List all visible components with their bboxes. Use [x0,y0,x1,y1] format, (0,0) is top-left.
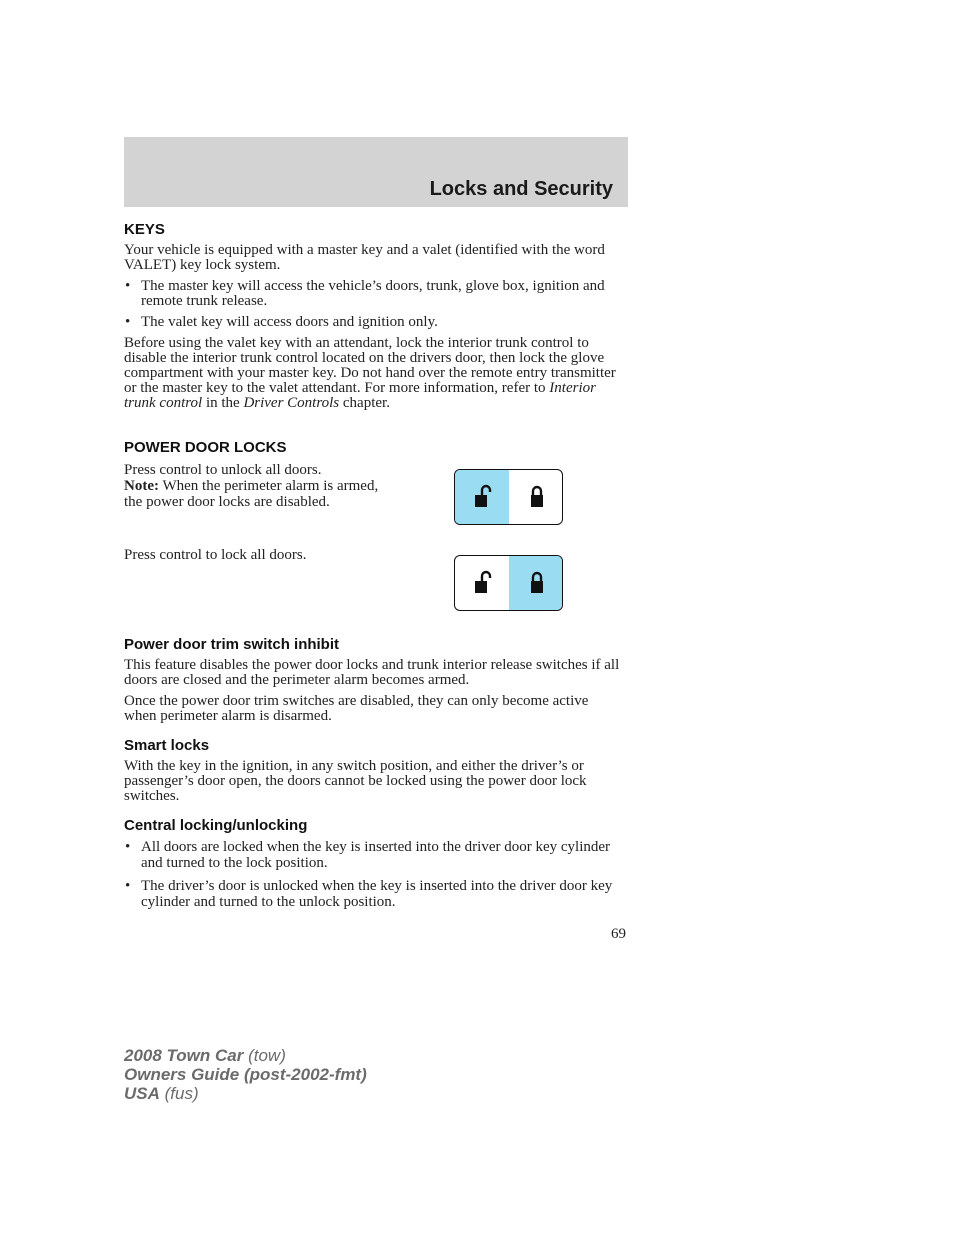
central-locking-section [124,817,624,834]
footer-line-1 [124,1046,367,1065]
lock-text: Press control to lock all doors. [124,547,307,563]
chapter-header-bar [124,137,628,207]
list-item: • The driver’s door is unlocked when the key is inserted into the driver door key cylinder and turned to the unlock position. [124,878,624,910]
unlock-note [124,478,379,510]
keys-para-text-a: Before using the valet key with an attendant, lock the interior trunk control to disable the interior trunk control located on the drivers door, then lock the glove compartment with your master key. Do not hand over the remote entry transmitter or the master key to the valet attendant. For more information, refer to [124,335,616,396]
unlock-switch-illustration [454,469,563,525]
list-item: • The valet key will access doors and ignition only. [124,315,624,330]
keys-intro: Your vehicle is equipped with a master key and a valet (identified with the word VALET) key lock system. [124,242,605,273]
list-item: • All doors are locked when the key is inserted into the driver door key cylinder and turned to the lock position. [124,839,624,871]
central-locking-heading: Central locking/unlocking [124,817,308,834]
keys-bullets-block [124,279,624,309]
smart-locks-p1-block [124,759,624,804]
keys-para-text-end: chapter. [339,395,390,411]
page-number: 69 [611,926,626,942]
footer-line-2 [124,1065,367,1084]
unlock-instructions [124,462,379,510]
footer-model-code: (tow) [243,1046,286,1065]
footer-guide: Owners Guide (post-2002-fmt) [124,1065,367,1084]
lock-instructions [124,548,414,563]
trim-inhibit-section [124,636,624,653]
power-door-locks-heading: POWER DOOR LOCKS [124,439,287,456]
footer-region: USA [124,1084,160,1103]
unlock-text: Press control to unlock all doors. [124,462,322,478]
keys-valet-paragraph [124,336,624,411]
trim-inhibit-p2: Once the power door trim switches are disabled, they can only become active when perimeter alarm is disarmed. [124,693,589,724]
trim-inhibit-heading: Power door trim switch inhibit [124,636,340,653]
central-bullet-2-block [124,878,624,910]
unlock-side [455,556,509,610]
lock-side-highlight [509,556,563,610]
smart-locks-section [124,737,624,754]
smart-locks-heading: Smart locks [124,737,210,754]
smart-locks-p1: With the key in the ignition, in any switch position, and either the driver’s or passenger’s door open, the doors cannot be locked using the power door lock switches. [124,758,587,804]
list-item: • The master key will access the vehicle’s doors, trunk, glove box, ignition and remote trunk release. [124,279,624,309]
chapter-title: Locks and Security [429,178,613,200]
keys-valet-paragraph-block [124,336,624,411]
footer-region-code: (fus) [159,1084,199,1103]
lock-icon [509,484,563,510]
power-door-locks-section [124,439,624,456]
lock-switch-illustration [454,555,563,611]
footer-line-3 [124,1084,367,1103]
keys-intro-block [124,243,624,273]
unlock-icon [455,484,509,510]
keys-section [124,221,624,238]
unlock-icon [455,570,509,596]
reference-driver-controls: Driver Controls [243,395,340,411]
unlock-side-highlight [455,470,509,524]
keys-bullets-block-2 [124,315,624,330]
footer-model: 2008 Town Car [124,1046,244,1065]
note-label: Note: [124,478,159,494]
note-text: When the perimeter alarm is armed, the power door locks are disabled. [124,478,379,510]
keys-bullet-list-2 [124,315,624,330]
central-bullet-list [124,839,624,871]
keys-para-text-mid: in the [202,395,244,411]
trim-inhibit-p1: This feature disables the power door locks and trunk interior release switches if all doors are closed and the perimeter alarm becomes armed. [124,657,620,688]
keys-bullet-list [124,279,624,309]
trim-inhibit-p1-block [124,658,624,688]
document-footer [124,1046,367,1103]
reference-interior-trunk-control: Interior trunk control [124,380,596,411]
central-bullet-list-2 [124,878,624,910]
lock-icon [509,570,563,596]
keys-heading: KEYS [124,221,165,238]
lock-side [509,470,563,524]
trim-inhibit-p2-block [124,694,624,724]
central-bullet-1-block [124,839,624,871]
